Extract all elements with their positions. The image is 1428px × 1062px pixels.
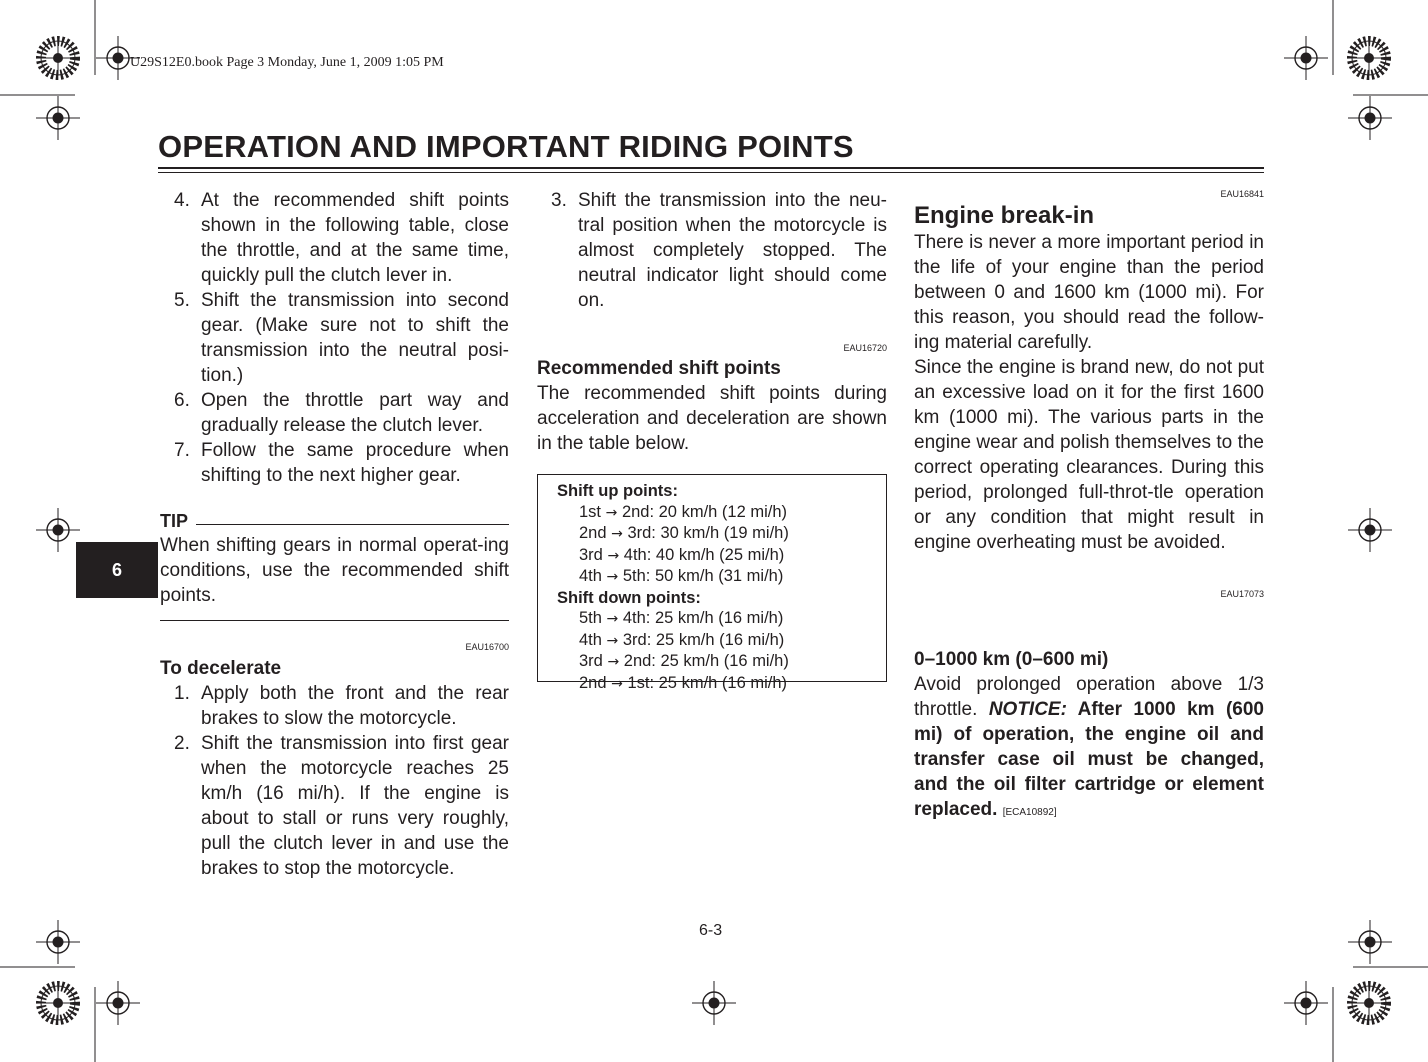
table-row: 4th → 5th: 50 km/h (31 mi/h) <box>579 567 784 585</box>
arrow-icon: → <box>606 632 619 649</box>
tip-text: When shifting gears in normal operat-ing conditions, use the recommended shift points. <box>160 535 509 606</box>
break-in-paragraph: There is never a more important period in the life of your engine than the period between 0 and 1600 km (1000 mi). For this reason, you should read the follow-ing material carefully. <box>914 232 1264 353</box>
list-item <box>160 188 509 288</box>
tip-label: TIP <box>160 511 189 531</box>
arrow-icon: → <box>606 611 619 627</box>
shift-points-intro: The recommended shift points during acceleration and deceleration are shown in the table below. <box>537 383 887 454</box>
notice-text: After 1000 km (600 mi) of operation, the engine oil and transfer case oil must be changed, and the oil filter cartridge or element replaced. <box>914 699 1265 820</box>
step-number: 2. <box>174 733 190 754</box>
shift-up-heading: Shift up points: <box>557 482 678 500</box>
section-code: EAU17073 <box>1220 589 1264 599</box>
step-text: Shift the transmission into second gear. (Make sure not to shift the transmission into the neutral posi-tion.) <box>201 290 509 386</box>
page-number: 6-3 <box>699 922 723 939</box>
engine-break-in-heading: Engine break-in <box>914 202 1095 229</box>
arrow-icon: → <box>605 504 618 521</box>
header-rule <box>158 167 1264 169</box>
step-number: 1. <box>174 683 190 704</box>
page-header <box>158 128 1264 173</box>
decelerate-heading: To decelerate <box>160 658 282 679</box>
range-heading: 0–1000 km (0–600 mi) <box>914 649 1109 670</box>
table-row: 2nd → 1st: 25 km/h (16 mi/h) <box>579 673 788 692</box>
book-info-line: U29S12E0.book Page 3 Monday, June 1, 2009 1:05 PM <box>130 55 444 70</box>
list-item <box>160 731 509 881</box>
arrow-icon: → <box>606 569 619 585</box>
step-number: 5. <box>174 290 190 311</box>
table-row: 5th → 4th: 25 km/h (16 mi/h) <box>579 609 784 627</box>
list-item <box>537 188 887 313</box>
tip-header <box>160 509 509 533</box>
step-number: 7. <box>174 440 190 461</box>
step-text: Apply both the front and the rear brakes to slow the motorcycle. <box>201 683 509 729</box>
step-text: Open the throttle part way and gradually release the clutch lever. <box>201 390 509 436</box>
range-paragraph <box>914 672 1264 825</box>
break-in-paragraph: Since the engine is brand new, do not put an excessive load on it for the first 1600 km (1000 mi). The various parts in the engine wear and polish themselves to the correct operating clearances. During this period, prolonged full-throt-tle operation or any condition that might result in engine overheating must be avoided. <box>914 357 1264 553</box>
notice-ref: [ECA10892] <box>1002 807 1057 818</box>
step-number: 4. <box>174 190 190 211</box>
step-text: At the recommended shift points shown in the following table, close the throttle, and at the same time, quickly pull the clutch lever in. <box>201 190 509 286</box>
range-text: Avoid prolonged operation above 1/3 throttle. <box>914 674 1264 720</box>
list-item <box>160 681 509 731</box>
decel-steps-list <box>160 681 509 881</box>
shift-steps-list <box>160 188 509 488</box>
step-text: Shift the transmission into the neu-tral position when the motorcycle is almost completely stopped. The neutral indicator light should come on. <box>578 190 887 311</box>
section-code: EAU16700 <box>465 642 509 652</box>
table-row: 1st → 2nd: 20 km/h (12 mi/h) <box>579 502 788 521</box>
list-item <box>160 438 509 488</box>
neutral-step-list <box>537 188 887 313</box>
arrow-icon: → <box>611 526 623 542</box>
notice-label: NOTICE: <box>988 699 1067 720</box>
step-number: 6. <box>174 390 190 411</box>
section-code: EAU16720 <box>843 343 887 353</box>
column-middle <box>537 188 887 692</box>
arrow-icon: → <box>607 547 620 564</box>
step-number: 3. <box>551 190 567 211</box>
table-row: 2nd → 3rd: 30 km/h (19 mi/h) <box>579 524 789 542</box>
list-item <box>160 288 509 388</box>
shift-points-table <box>537 474 887 692</box>
page-title: OPERATION AND IMPORTANT RIDING POINTS <box>158 129 854 164</box>
tip-rule <box>196 524 509 525</box>
table-row: 4th → 3rd: 25 km/h (16 mi/h) <box>579 630 785 649</box>
column-right <box>914 188 1264 825</box>
chapter-tab: 6 <box>76 542 158 598</box>
list-item <box>160 388 509 438</box>
arrow-icon: → <box>607 654 620 670</box>
arrow-icon: → <box>611 675 623 692</box>
table-row: 3rd → 2nd: 25 km/h (16 mi/h) <box>579 652 789 670</box>
table-row: 3rd → 4th: 40 km/h (25 mi/h) <box>579 545 785 564</box>
tip-end-rule <box>160 620 509 621</box>
shift-points-heading: Recommended shift points <box>537 358 781 379</box>
shift-down-heading: Shift down points: <box>557 588 701 607</box>
step-text: Follow the same procedure when shifting to the next higher gear. <box>201 440 509 486</box>
section-code: EAU16841 <box>1220 189 1264 199</box>
step-text: Shift the transmission into first gear when the motorcycle reaches 25 km/h (16 mi/h). If the engine is about to stall or runs very roughly, pull the clutch lever in and use the brakes to stop the motorcycle. <box>201 733 509 879</box>
header-rule-thin <box>158 172 1264 173</box>
column-left <box>160 188 509 881</box>
